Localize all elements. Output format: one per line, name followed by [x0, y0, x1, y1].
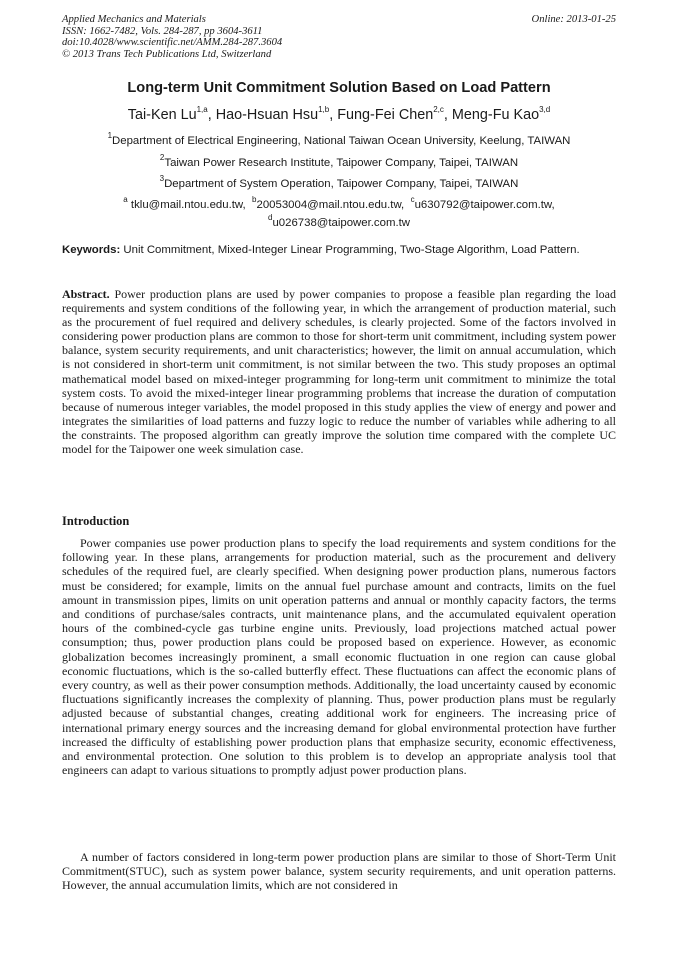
keywords-label: Keywords: [62, 244, 121, 256]
paper-title: Long-term Unit Commitment Solution Based on Load Pattern [127, 80, 551, 96]
affiliation-superscript: 1 [107, 131, 113, 140]
journal-doi: doi:10.4028/www.scientific.net/AMM.284-287.3604 [62, 37, 283, 49]
author-separator: , [329, 106, 338, 123]
email-link[interactable]: 20053004@mail.ntou.edu.tw, [256, 198, 405, 211]
author-name: Meng-Fu Kao [451, 106, 540, 123]
abstract-block [62, 287, 616, 456]
keywords-text: Unit Commitment, Mixed-Integer Linear Programming, Two-Stage Algorithm, Load Pattern. [123, 244, 580, 256]
email-superscript: c [410, 195, 415, 204]
author-name: Hao-Hsuan Hsu [215, 106, 319, 123]
abstract-label: Abstract. [62, 287, 110, 301]
online-date: Online: 2013-01-25 [531, 14, 616, 25]
email-superscript: d [267, 213, 273, 223]
affiliation [62, 152, 616, 170]
email-link[interactable]: u630792@taipower.com.tw, [414, 198, 555, 211]
affiliation-text: Department of System Operation, Taipower Company, Taipei, TAIWAN [164, 177, 519, 190]
journal-copyright: © 2013 Trans Tech Publications Ltd, Switzerland [62, 48, 272, 60]
affiliation [62, 130, 616, 148]
keywords-block [62, 243, 616, 257]
affiliation [62, 173, 616, 191]
email-list [62, 194, 616, 231]
author-list [62, 101, 616, 125]
affiliation-text: Department of Electrical Engineering, National Taiwan Ocean University, Keelung, TAIWAN [112, 134, 571, 147]
author-superscript: 2,c [433, 105, 444, 114]
journal-header [62, 14, 616, 60]
affiliation-text: Taiwan Power Research Institute, Taipower Company, Taipei, TAIWAN [164, 156, 519, 169]
body-paragraph: A number of factors considered in long-term power production plans are similar to those of Short-Term Unit Commitment(STUC), such as system power balance, system security requirements, and unit operation patterns. However, the annual accumulation limits, which are not considered in [62, 850, 616, 893]
email-superscript: a [123, 195, 128, 204]
author-superscript: 3,d [539, 105, 551, 114]
author-superscript: 1,a [196, 105, 208, 114]
affiliation-superscript: 3 [159, 174, 165, 183]
author-name: Fung-Fei Chen [337, 106, 434, 123]
email-link[interactable]: tklu@mail.ntou.edu.tw, [130, 198, 246, 211]
author-separator: , [207, 106, 216, 123]
author-separator: , [443, 106, 452, 123]
journal-name: Applied Mechanics and Materials [62, 14, 206, 25]
abstract-text: Power production plans are used by power companies to propose a feasible plan regarding the load requirements and system conditions of the following year, in which the arrangement of production material, such as the procurement of fuel required and delivery schedules, is clearly projected. Some of the factors involved in considering power production plans are common to those for short-term unit commitment, including system power balance, system security requirements, and unit characteristics; however, the limit on annual accumulation, which is not considered in short-term unit commitment, is not similar between the two. This study proposes an optimal mathematical model based on mixed-integer programming for long-term unit commitment to minimize the total system costs. To avoid the mixed-integer linear programming problems that increase the duration of computation because of numerous integer variables, the model proposed in this study applies the view of energy and power and integrates the similarities of load patterns and fuzzy logic to reduce the number of variables while adhering to all the constraints. The proposed algorithm can greatly improve the solution time compared with the complete UC model for the Taipower one week simulation case. [62, 287, 616, 457]
author-name: Tai-Ken Lu [127, 106, 197, 123]
journal-issn: ISSN: 1662-7482, Vols. 284-287, pp 3604-3611 [62, 25, 263, 37]
email-link[interactable]: u026738@taipower.com.tw [272, 217, 411, 230]
affiliation-superscript: 2 [159, 153, 165, 162]
body-paragraph: Power companies use power production plans to specify the load requirements and system conditions for the following year. In these plans, arrangements for production material, such as the procurement and delivery schedules of the required fuel, are clearly specified. When designing power production plans, numerous factors must be considered; for example, limits on the annual fuel purchase amount and contracts, limits on the fuel amount in transmission pipes, limits on unit operation patterns and annual or monthly capacity factors, the terms and conditions of purchase/sales contracts, unit maintenance plans, and the accumulated equivalent operation hours of the combined-cycle gas turbine engine units. Previously, load projections matched actual power consumption; thus, power production plans could be proposed based on experience. However, as economic globalization becomes increasingly prominent, a small economic fluctuation in one region can cause global economic fluctuations, which is the so-called butterfly effect. These fluctuations can affect the economic plans of every country, as well as their power consumption methods. Additionally, the load uncertainty caused by economic fluctuations significantly increases the complexity of planning. Thus, power production plans must be regularly adjusted because of substantial changes, creating additional work for engineers. The increasing price of international primary energy sources and the increasing demand for global environmental protection have further increased the difficulty of establishing power production plans that emphasize security, economic effectiveness, and environmental protection. One solution to this problem is to develop an appropriate analysis tool that engineers can adapt to various situations to promptly adjust power production plans. [62, 536, 616, 778]
author-superscript: 1,b [318, 105, 330, 114]
section-heading-introduction: Introduction [62, 514, 130, 528]
email-superscript: b [252, 195, 257, 204]
